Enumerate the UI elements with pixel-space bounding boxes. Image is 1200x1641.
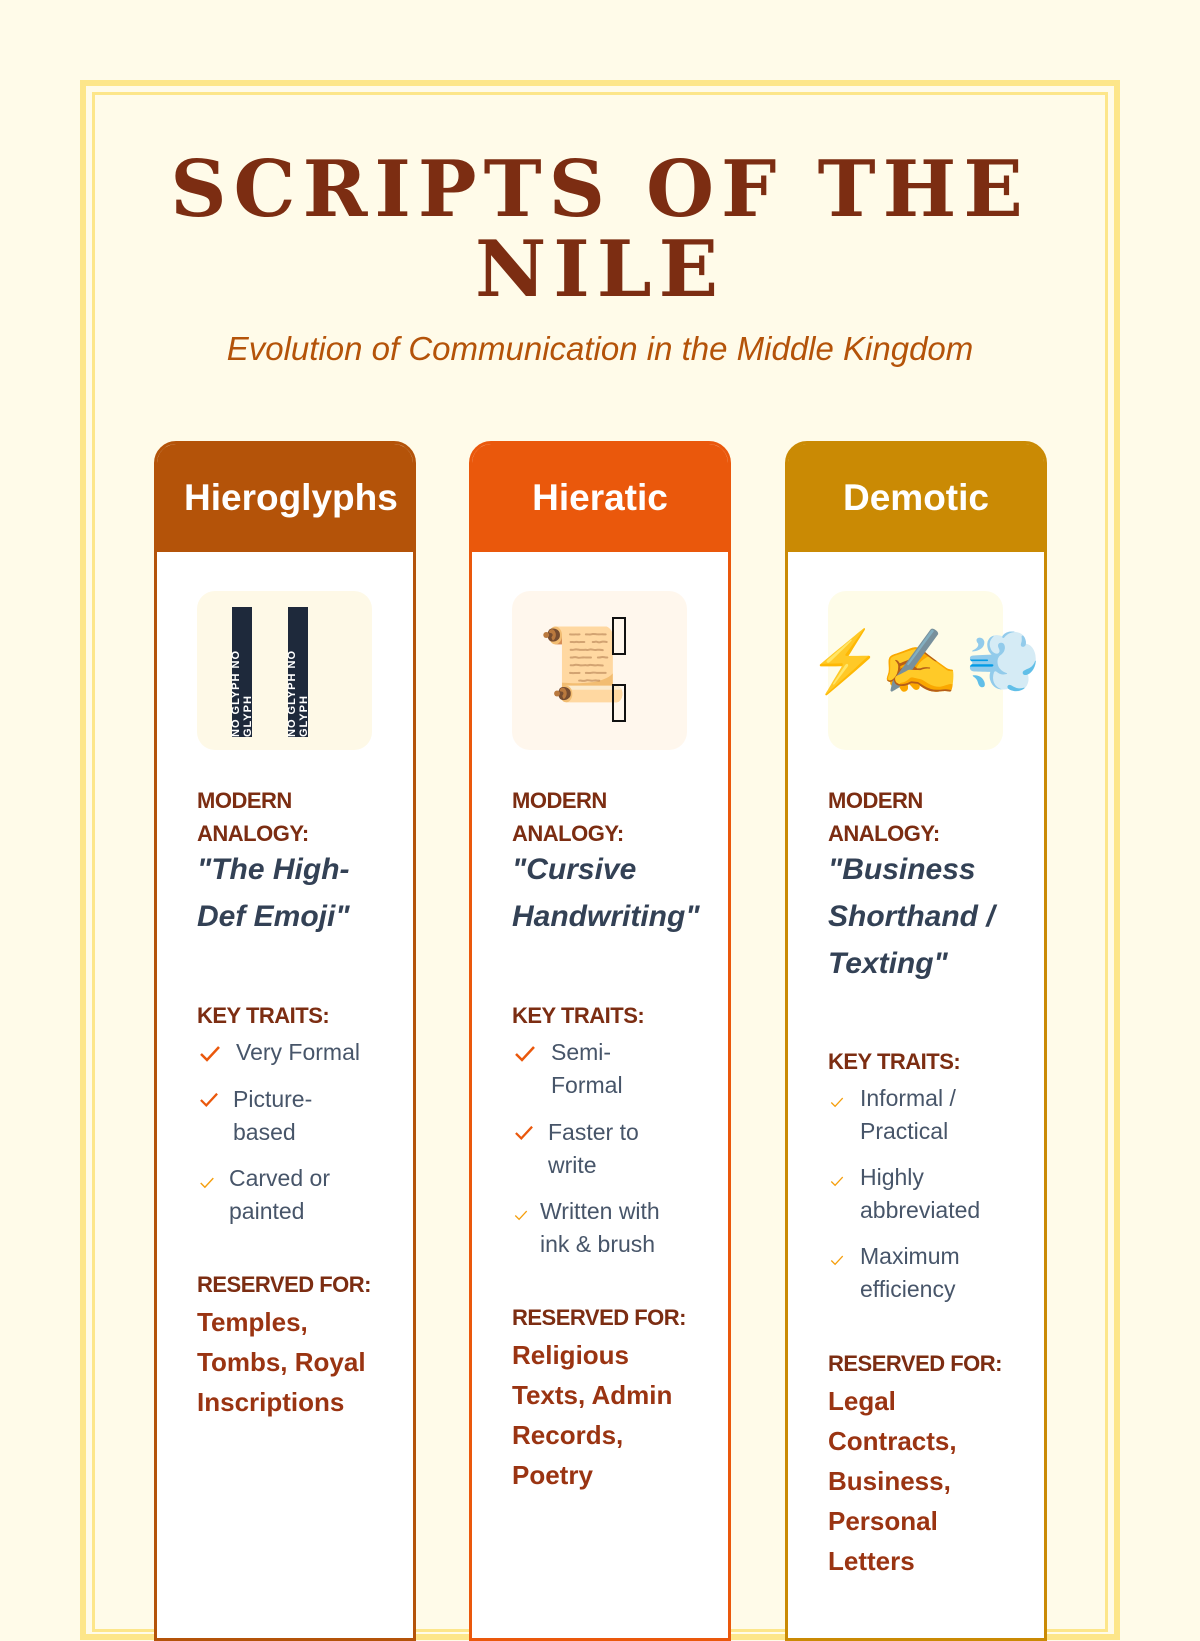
traits-label: KEY TRAITS: bbox=[828, 1049, 961, 1074]
writing-hand-icon: ✍ bbox=[880, 626, 960, 698]
analogy-text: "The High- Def Emoji" bbox=[197, 853, 350, 933]
title-line-1: SCRIPTS OF THE bbox=[170, 144, 1030, 235]
missing-glyph-icon bbox=[612, 617, 626, 655]
hieroglyph-icon: NO GLYPH NO GLYPH bbox=[288, 607, 308, 737]
reserved-label: RESERVED FOR: bbox=[197, 1272, 372, 1297]
card-header-hieratic bbox=[472, 444, 728, 552]
check-icon bbox=[514, 1209, 528, 1222]
analogy-label: MODERN ANALOGY: bbox=[828, 788, 940, 846]
card-hieratic bbox=[469, 441, 731, 1641]
check-icon bbox=[199, 1091, 219, 1109]
analogy-text: "Business Shorthand / Texting" bbox=[828, 853, 995, 980]
hieroglyph-icon-box bbox=[197, 591, 372, 750]
page-subtitle: Evolution of Communication in the Middle Kingdom bbox=[226, 330, 974, 367]
reserved-text: Religious Texts, Admin Records, Poetry bbox=[512, 1340, 673, 1490]
trait-item: Carved or painted bbox=[229, 1165, 330, 1224]
check-icon bbox=[830, 1096, 844, 1109]
check-icon bbox=[199, 1044, 221, 1064]
scroll-icon-box bbox=[512, 591, 687, 750]
check-icon bbox=[514, 1044, 536, 1064]
card-demotic bbox=[785, 441, 1047, 1641]
analogy-label: MODERN ANALOGY: bbox=[197, 788, 309, 846]
card-hieroglyphs bbox=[154, 441, 416, 1641]
page-title bbox=[100, 144, 1100, 315]
check-icon bbox=[830, 1254, 844, 1267]
card-title: Hieroglyphs bbox=[184, 477, 398, 518]
reserved-text: Legal Contracts, Business, Personal Letters bbox=[828, 1386, 957, 1576]
traits-label: KEY TRAITS: bbox=[512, 1003, 645, 1028]
card-title: Demotic bbox=[843, 477, 989, 518]
check-icon bbox=[199, 1176, 215, 1190]
trait-item: Maximum efficiency bbox=[860, 1243, 960, 1302]
reserved-text: Temples, Tombs, Royal Inscriptions bbox=[197, 1307, 366, 1417]
missing-glyph-icon bbox=[612, 684, 626, 722]
trait-item: Picture- based bbox=[233, 1086, 313, 1145]
trait-item: Very Formal bbox=[236, 1039, 360, 1065]
hieroglyph-icon: NO GLYPH NO GLYPH bbox=[232, 607, 252, 737]
trait-item: Informal / Practical bbox=[860, 1085, 956, 1144]
check-icon bbox=[830, 1175, 844, 1188]
trait-item: Written with ink & brush bbox=[540, 1198, 660, 1257]
trait-item: Faster to write bbox=[548, 1119, 639, 1178]
reserved-label: RESERVED FOR: bbox=[512, 1305, 687, 1330]
card-title: Hieratic bbox=[532, 477, 668, 518]
title-line-2: NILE bbox=[474, 224, 726, 315]
trait-item: Highly abbreviated bbox=[860, 1164, 981, 1223]
analogy-label: MODERN ANALOGY: bbox=[512, 788, 624, 846]
dash-icon: 💨 bbox=[966, 628, 1041, 695]
traits-label: KEY TRAITS: bbox=[197, 1003, 330, 1028]
analogy-text: "Cursive Handwriting" bbox=[512, 853, 700, 933]
card-header-hieroglyphs bbox=[157, 444, 413, 552]
reserved-label: RESERVED FOR: bbox=[828, 1351, 1003, 1376]
card-header-demotic bbox=[788, 444, 1044, 552]
scroll-icon: 📜 bbox=[538, 625, 628, 705]
check-icon bbox=[514, 1124, 534, 1142]
trait-item: Semi- Formal bbox=[551, 1039, 623, 1098]
lightning-icon: ⚡ bbox=[808, 628, 883, 695]
